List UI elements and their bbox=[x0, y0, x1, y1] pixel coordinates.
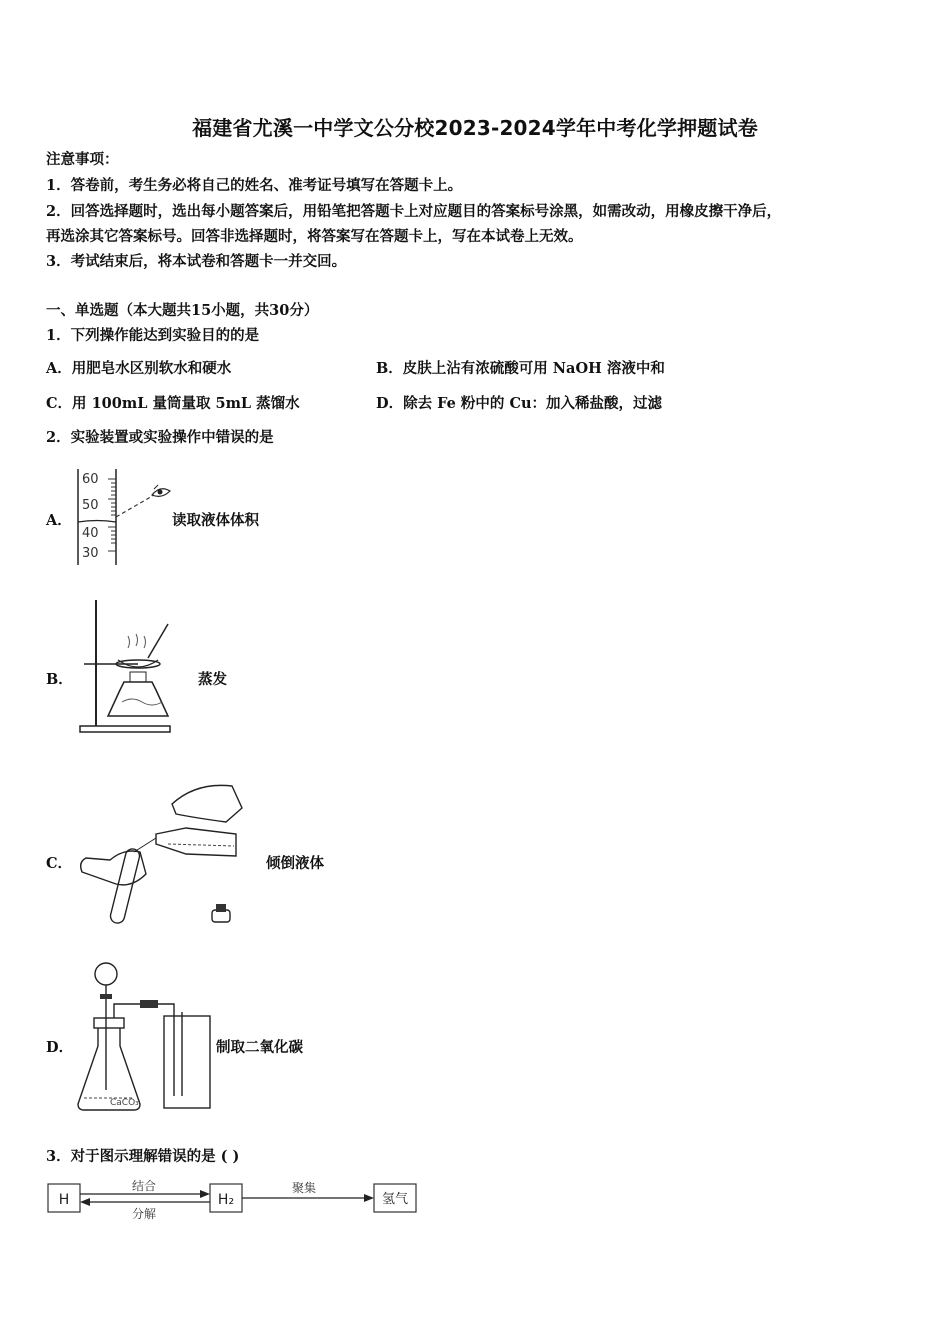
notice-item: 1．答卷前，考生务必将自己的姓名、准考证号填写在答题卡上。 bbox=[46, 177, 463, 194]
svg-text:CaCO₃: CaCO₃ bbox=[110, 1098, 139, 1108]
q2-option-a-caption: 读取液体体积 bbox=[172, 512, 259, 529]
diagram-arrow-combine: 结合 bbox=[132, 1179, 157, 1193]
q1-option-d: D．除去 Fe 粉中的 Cu：加入稀盐酸，过滤 bbox=[376, 395, 663, 412]
cylinder-tick-label: 60 bbox=[82, 472, 99, 487]
page-title: 福建省尤溪一中学文公分校2023-2024学年中考化学押题试卷 bbox=[192, 116, 758, 140]
q2-option-a-letter: A． bbox=[46, 512, 72, 529]
q2-option-d-letter: D． bbox=[46, 1039, 74, 1056]
q1-option-c: C．用 100mL 量筒量取 5mL 蒸馏水 bbox=[46, 395, 300, 412]
diagram-box-h: H bbox=[58, 1192, 70, 1208]
diagram-arrow-decompose: 分解 bbox=[132, 1207, 157, 1221]
evaporation-apparatus-figure bbox=[78, 598, 178, 738]
question-1-stem: 1．下列操作能达到实验目的的是 bbox=[46, 327, 260, 344]
q2-option-b-caption: 蒸发 bbox=[198, 671, 227, 688]
q2-option-d-caption: 制取二氧化碳 bbox=[216, 1039, 303, 1056]
measuring-cylinder-figure bbox=[72, 465, 182, 569]
question-2-stem: 2．实验装置或实验操作中错误的是 bbox=[46, 429, 274, 446]
notice-item: 2．回答选择题时，选出每小题答案后，用铅笔把答题卡上对应题目的答案标号涂黑，如需改动，用橡皮擦干净后， bbox=[46, 203, 782, 220]
q1-option-a: A．用肥皂水区别软水和硬水 bbox=[46, 360, 232, 377]
section-heading: 一、单选题（本大题共15小题，共30分） bbox=[46, 302, 319, 319]
cylinder-tick-label: 30 bbox=[82, 546, 99, 561]
pouring-liquid-figure bbox=[76, 778, 246, 930]
cylinder-tick-label: 50 bbox=[82, 498, 99, 513]
eye-icon bbox=[152, 485, 170, 496]
notice-heading: 注意事项： bbox=[46, 151, 119, 168]
q2-option-c-letter: C． bbox=[46, 855, 73, 872]
notice-item: 再选涂其它答案标号。回答非选择题时，将答案写在答题卡上，写在本试卷上无效。 bbox=[46, 228, 583, 245]
q1-option-b: B．皮肤上沾有浓硫酸可用 NaOH 溶液中和 bbox=[376, 360, 665, 377]
notice-item: 3．考试结束后，将本试卷和答题卡一并交回。 bbox=[46, 253, 347, 270]
cylinder-tick-label: 40 bbox=[82, 526, 99, 541]
diagram-box-h2: H₂ bbox=[217, 1192, 235, 1208]
question-3-stem: 3．对于图示理解错误的是 ( ) bbox=[46, 1148, 240, 1165]
q2-option-c-caption: 倾倒液体 bbox=[266, 855, 324, 872]
diagram-arrow-gather: 聚集 bbox=[292, 1181, 317, 1195]
q2-option-b-letter: B． bbox=[46, 671, 73, 688]
co2-apparatus-figure bbox=[74, 960, 220, 1114]
diagram-box-hydrogen-gas: 氢气 bbox=[381, 1192, 409, 1207]
hydrogen-diagram bbox=[44, 1178, 424, 1222]
